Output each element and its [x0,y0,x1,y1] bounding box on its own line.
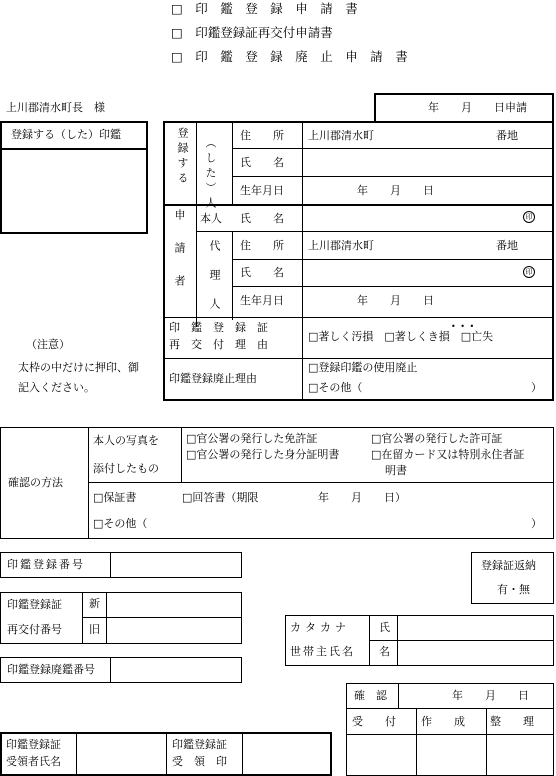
title-abolish: □ 印 鑑 登 録 廃 止 申 請 書 [171,49,408,64]
option-residence-card-2: 明書 [385,464,407,477]
reg-number-label: 印鑑登録番号 [7,558,85,571]
reissue-label: 印 鑑 登 録 証 [169,321,268,334]
registrant-name-field[interactable] [304,150,552,175]
confirm-label: 確 認 [354,689,387,702]
seal-mark-icon: 印 [523,266,535,278]
title-seal-registration: □ 印 鑑 登 録 申 請 書 [171,1,358,16]
reissue-label-2: 再 交 付 理 由 [169,338,268,351]
agent-name-label: 氏 名 [240,266,284,279]
new-number-field[interactable] [108,594,240,616]
seal-box-label: 登録する（した）印鑑 [11,128,121,141]
emphasis-dots: • • • [451,322,476,331]
notice-line-1: 太枠の中だけに押印、御 [18,361,139,374]
given-name-label: 名 [379,645,390,658]
receiver-name-field[interactable] [78,734,164,774]
option-reply[interactable]: □回答書（期限 [182,491,259,504]
notice-title: （注意） [26,338,70,351]
confirm-method-label: 確認の方法 [8,476,63,489]
registrant-address-label: 住 所 [240,129,284,142]
family-name-label: 氏 [379,621,390,634]
return-value[interactable]: 有・無 [497,583,530,596]
agent-birth-label: 生年月日 [240,294,284,307]
create-label: 作 成 [421,715,465,728]
photo-label-2: 添付したもの [93,462,159,475]
reply-date[interactable]: 年 月 日） [318,491,406,504]
abolish-option-disuse[interactable]: □登録印鑑の使用廃止 [308,361,418,374]
receipt-label: 受 付 [352,715,396,728]
given-name-field[interactable] [399,642,552,664]
reg-number-field[interactable] [112,554,240,576]
option-other-close: ） [531,517,542,530]
photo-label: 本人の写真を [93,434,159,447]
option-license[interactable]: □官公署の発行した免許証 [186,432,318,445]
receipt-stamp-area[interactable] [348,736,414,774]
receipt-seal-label: 印鑑登録証 [172,738,227,751]
abolish-other-close: ） [531,381,542,394]
agent-birth-value[interactable]: 年 月 日 [357,294,434,307]
arrange-stamp-area[interactable] [488,736,552,774]
registrant-address-value[interactable]: 上川郡清水町 [308,129,374,142]
registrant-birth-label: 生年月日 [240,184,284,197]
receiver-name-label-2: 受領者氏名 [6,755,61,768]
abolish-label: 印鑑登録廃止理由 [169,372,257,385]
arrange-label: 整 理 [490,715,534,728]
option-residence-card[interactable]: □在留カード又は特別永住者証 [371,448,525,461]
family-name-field[interactable] [399,617,552,639]
option-other[interactable]: □その他（ [93,517,148,530]
old-number-field[interactable] [108,619,240,642]
reissue-number-label: 印鑑登録証 [7,598,62,611]
addressee: 上川郡清水町長 様 [6,101,105,114]
option-guarantee[interactable]: □保証書 [93,491,137,504]
return-label: 登録証返納 [481,559,536,572]
abolish-number-field[interactable] [112,659,240,681]
confirm-date[interactable]: 年 月 日 [452,689,529,702]
applicant-self-name-label: 氏 名 [240,212,284,225]
title-reissue: □ 印鑑登録証再交付申請書 [171,25,333,40]
abolish-option-other[interactable]: □その他（ [308,381,363,394]
receipt-seal-label-2: 受 領 印 [172,755,227,768]
option-id-card[interactable]: □官公署の発行した身分証明書 [186,448,340,461]
registrant-label-sub: （した）人 [204,137,217,212]
seal-impression-area[interactable] [3,152,145,230]
applicant-self-label: 本人 [200,212,222,225]
seal-mark-icon: 印 [523,211,535,223]
receipt-seal-field[interactable] [244,734,330,774]
receiver-name-label: 印鑑登録証 [6,738,61,751]
registrant-birth-value[interactable]: 年 月 日 [357,184,434,197]
old-label: 旧 [89,623,100,636]
reissue-options[interactable]: □著しく汚損 □著しくき損 □亡失 [308,330,494,343]
abolish-number-label: 印鑑登録廃鑑番号 [7,663,95,676]
agent-address-value[interactable]: 上川郡清水町 [308,239,374,252]
registrant-label: 登録する [176,127,189,187]
notice-line-2: 記入ください。 [18,381,95,394]
katakana-label: カタカナ [290,621,350,634]
application-date[interactable]: 年 月 日申請 [428,101,527,114]
agent-address-label: 住 所 [240,239,284,252]
reissue-number-label-2: 再交付番号 [7,623,62,636]
option-permit[interactable]: □官公署の発行した許可証 [371,432,503,445]
new-label: 新 [89,597,100,610]
applicant-label: 申請者 [173,209,186,308]
householder-label: 世帯主氏名 [290,645,355,658]
registrant-banchi: 番地 [496,129,518,142]
registrant-name-label: 氏 名 [240,156,284,169]
applicant-agent-label: 代理人 [208,240,221,327]
create-stamp-area[interactable] [418,736,484,774]
agent-banchi: 番地 [496,239,518,252]
